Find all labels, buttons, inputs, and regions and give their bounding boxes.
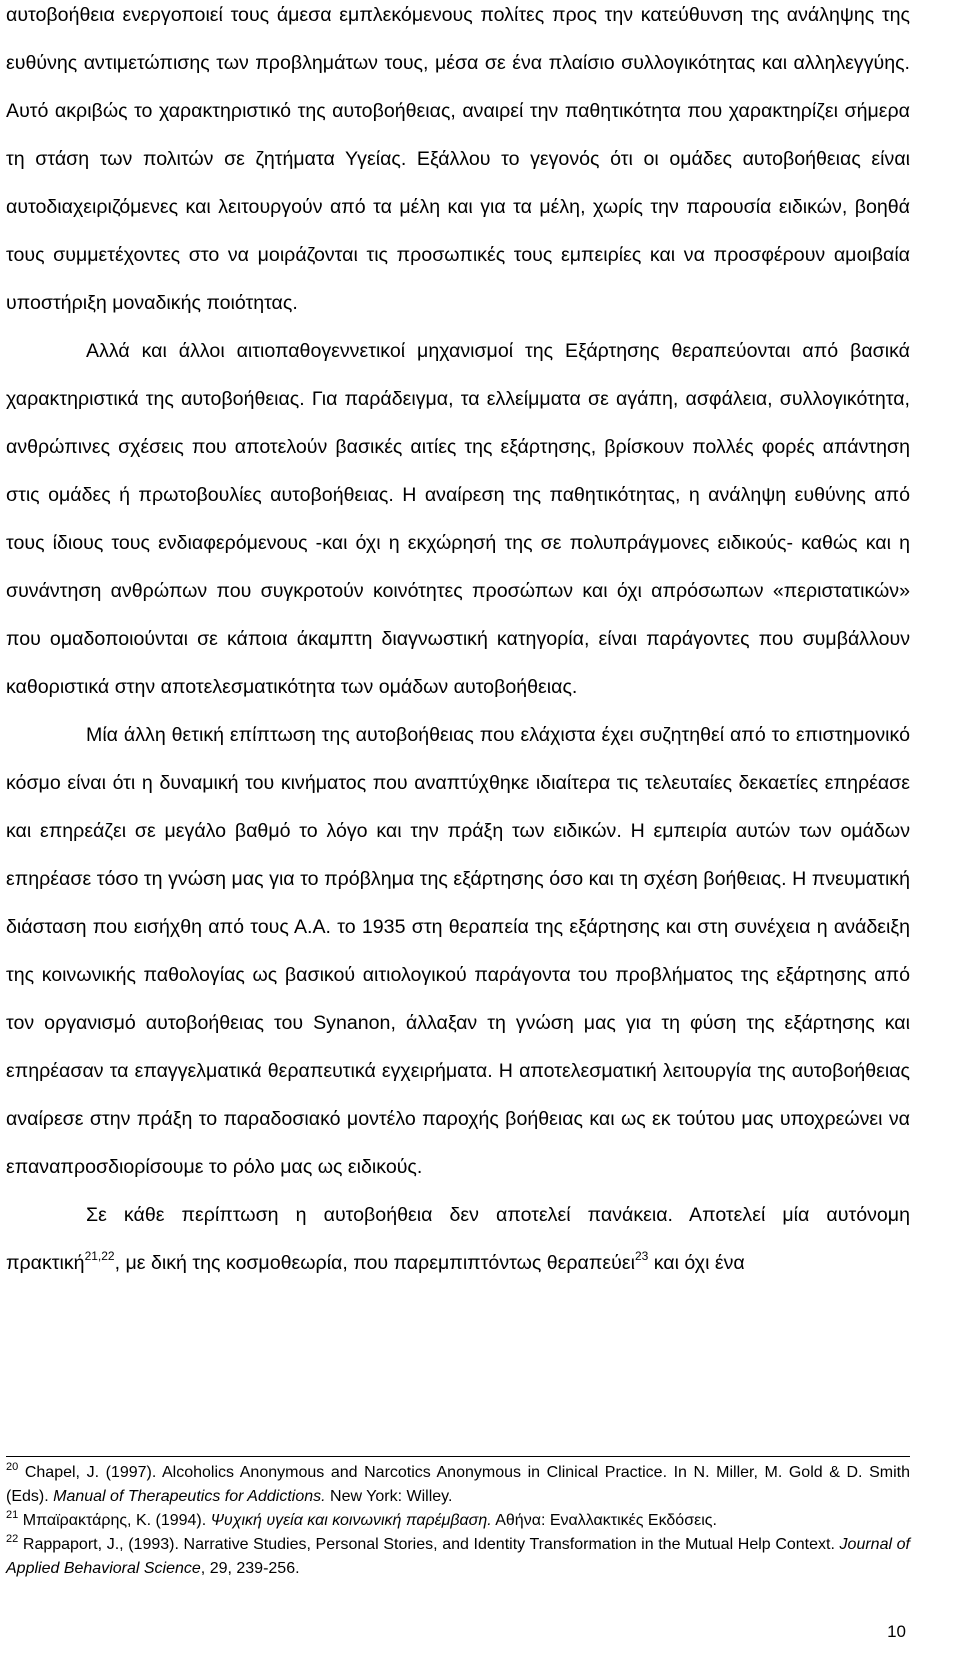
footnote-22 [6, 1533, 910, 1581]
footnote-italic: Ψυχική υγεία και κοινωνική παρέμβαση. [210, 1512, 492, 1529]
paragraph-2: Αλλά και άλλοι αιτιοπαθογεννετικοί μηχανισμοί της Εξάρτησης θεραπεύονται από βασικά χαρακτηριστικά της αυτοβοήθειας. Για παράδειγμα, τα ελλείμματα σε αγάπη, ασφάλεια, συλλογικότητα, ανθρώπινες σχέσεις που αποτελούν βασικές αιτίες της εξάρτησης, βρίσκουν πολλές φορές απάντηση στις ομάδες ή πρωτοβουλίες αυτοβοήθειας. Η αναίρεση της παθητικότητας, η ανάληψη ευθύνης από τους ίδιους τους ενδιαφερόμενους -και όχι η εκχώρησή της σε πολυπράγμονες ειδικούς- καθώς και η συνάντηση ανθρώπων που συγκροτούν κοινότητες προσώπων και όχι απρόσωπων «περιστατικών» που ομαδοποιούνται σε κάποια άκαμπτη διαγνωστική κατηγορία, είναι παράγοντες που συμβάλλουν καθοριστικά στην αποτελεσματικότητα των ομάδων αυτοβοήθειας. [6, 340, 910, 698]
footnote-text-end: New York: Willey. [325, 1488, 453, 1505]
document-page [6, 0, 910, 1287]
footnote-21 [6, 1509, 910, 1533]
footnote-text-end: , 29, 239-256. [200, 1560, 300, 1577]
paragraph-4-text-b: , με δική της κοσμοθεωρία, που παρεμπιπτόντως θεραπεύει [114, 1252, 635, 1274]
page-number: 10 [887, 1622, 906, 1641]
footnote-text: Rappaport, J., (1993). Narrative Studies, Personal Stories, and Identity Transformation in the Mutual Help Context. [18, 1536, 840, 1553]
paragraph-3: Μία άλλη θετική επίπτωση της αυτοβοήθειας που ελάχιστα έχει συζητηθεί από το επιστημονικό κόσμο είναι ότι η δυναμική του κινήματος που αναπτύχθηκε ιδιαίτερα τις τελευταίες δεκαετίες επηρέασε και επηρεάζει σε μεγάλο βαθμό το λόγο και την πράξη των ειδικών. Η εμπειρία αυτών των ομάδων επηρέασε τόσο τη γνώση μας για το πρόβλημα της εξάρτησης όσο και τη σχέση βοήθειας. Η πνευματική διάσταση που εισήχθη από τους Α.Α. το 1935 στη θεραπεία της εξάρτησης και στη συνέχεια η ανάδειξη της κοινωνικής παθολογίας ως βασικού αιτιολογικού παράγοντα του προβλήματος της εξάρτησης από τον οργανισμό αυτοβοήθειας του Synanon, άλλαξαν τη γνώση μας για τη φύση της εξάρτησης και επηρέασαν τα επαγγελματικά θεραπευτικά εγχειρήματα. Η αποτελεσματική λειτουργία της αυτοβοήθειας αναίρεσε στην πράξη το παραδοσιακό μοντέλο παροχής βοήθειας και ως εκ τούτου μας υποχρεώνει να επαναπροσδιορίσουμε το ρόλο μας ως ειδικούς. [6, 724, 910, 1178]
paragraph-4-text-c: και όχι ένα [648, 1252, 745, 1274]
footnote-separator [6, 1456, 910, 1457]
footnote-ref-21-22: 21,22 [84, 1249, 115, 1263]
footnotes-section [6, 1456, 910, 1581]
footnote-text-end: Αθήνα: Εναλλακτικές Εκδόσεις. [491, 1512, 717, 1529]
footnote-italic: Manual of Therapeutics for Addictions. [53, 1488, 326, 1505]
paragraph-4-text-a: Σε κάθε περίπτωση η αυτοβοήθεια δεν αποτελεί πανάκεια. Αποτελεί μία αυτόνομη πρακτική [6, 1204, 910, 1274]
footnote-text: Μπαϊρακτάρης, Κ. (1994). [18, 1512, 211, 1529]
footnote-number: 20 [6, 1461, 19, 1473]
footnote-ref-23: 23 [634, 1249, 649, 1263]
footnote-text: Chapel, J. (1997). Alcoholics Anonymous and Narcotics Anonymous in Clinical Practice. In N. Miller, M. Gold & D. Smith (Eds). [6, 1464, 910, 1505]
footnote-20 [6, 1461, 910, 1509]
paragraph-4 [6, 1191, 910, 1287]
footnote-number: 22 [6, 1533, 19, 1545]
footnote-italic: Journal of Applied Behavioral Science [6, 1536, 911, 1577]
paragraph-1: αυτοβοήθεια ενεργοποιεί τους άμεσα εμπλεκόμενους πολίτες προς την κατεύθυνση της ανάληψης της ευθύνης αντιμετώπισης των προβλημάτων τους, μέσα σε ένα πλαίσιο συλλογικότητας και αλληλεγγύης. Αυτό ακριβώς το χαρακτηριστικό της αυτοβοήθειας, αναιρεί την παθητικότητα που χαρακτηρίζει σήμερα τη στάση των πολιτών σε ζητήματα Υγείας. Εξάλλου το γεγονός ότι οι ομάδες αυτοβοήθειας είναι αυτοδιαχειριζόμενες και λειτουργούν από τα μέλη και για τα μέλη, χωρίς την παρουσία ειδικών, βοηθά τους συμμετέχοντες στο να μοιράζονται τις προσωπικές τους εμπειρίες και να προσφέρουν αμοιβαία υποστήριξη μοναδικής ποιότητας. [6, 4, 910, 314]
footnote-number: 21 [6, 1509, 19, 1521]
